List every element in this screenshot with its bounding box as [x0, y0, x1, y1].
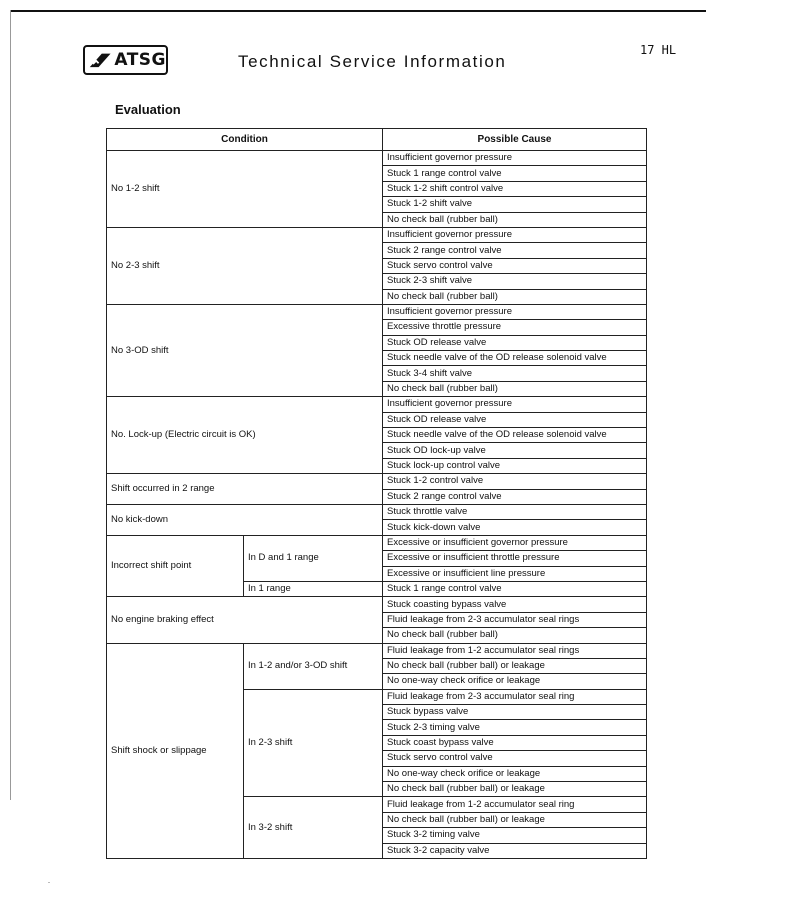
cause-cell: No check ball (rubber ball) [383, 289, 647, 304]
cause-cell: Excessive throttle pressure [383, 320, 647, 335]
condition-cell: No 1-2 shift [107, 151, 383, 228]
cause-cell: Stuck OD lock-up valve [383, 443, 647, 458]
cause-cell: No check ball (rubber ball) [383, 381, 647, 396]
table-row [107, 643, 647, 658]
page-number: 17 HL [640, 43, 677, 57]
table-row [107, 504, 647, 519]
sub-condition-cell: In 2-3 shift [244, 689, 383, 797]
table-row [107, 304, 647, 319]
left-rule [10, 10, 11, 800]
table-row [107, 535, 647, 550]
page-title: Technical Service Information [238, 52, 507, 71]
cause-cell: Fluid leakage from 1-2 accumulator seal ring [383, 797, 647, 812]
cause-cell: No check ball (rubber ball) [383, 212, 647, 227]
condition-cell: No kick-down [107, 504, 383, 535]
checkmark-icon [89, 50, 111, 70]
condition-cell: Shift occurred in 2 range [107, 474, 383, 505]
cause-cell: Stuck OD release valve [383, 335, 647, 350]
cause-cell: Fluid leakage from 2-3 accumulator seal ring [383, 689, 647, 704]
cause-cell: Stuck lock-up control valve [383, 458, 647, 473]
condition-header: Condition [107, 129, 383, 151]
condition-cell: No 3-OD shift [107, 304, 383, 396]
sub-condition-cell: In 3-2 shift [244, 797, 383, 859]
cause-cell: Stuck throttle valve [383, 504, 647, 519]
cause-cell: Fluid leakage from 1-2 accumulator seal rings [383, 643, 647, 658]
table-row [107, 151, 647, 166]
condition-cell: Incorrect shift point [107, 535, 244, 597]
scan-speck [48, 882, 50, 883]
cause-cell: Stuck coasting bypass valve [383, 597, 647, 612]
cause-cell: No one-way check orifice or leakage [383, 766, 647, 781]
cause-cell: Stuck 2 range control valve [383, 243, 647, 258]
cause-cell: No check ball (rubber ball) or leakage [383, 782, 647, 797]
sub-condition-cell: In D and 1 range [244, 535, 383, 581]
cause-cell: Insufficient governor pressure [383, 397, 647, 412]
cause-cell: Stuck 1 range control valve [383, 581, 647, 596]
condition-cell: No engine braking effect [107, 597, 383, 643]
cause-cell: No check ball (rubber ball) [383, 628, 647, 643]
sub-condition-cell: In 1 range [244, 581, 383, 596]
cause-cell: No one-way check orifice or leakage [383, 674, 647, 689]
cause-cell: Stuck 2-3 timing valve [383, 720, 647, 735]
cause-cell: Stuck 3-2 capacity valve [383, 843, 647, 858]
condition-cell: Shift shock or slippage [107, 643, 244, 858]
cause-cell: Stuck 3-2 timing valve [383, 828, 647, 843]
cause-cell: Stuck needle valve of the OD release solenoid valve [383, 351, 647, 366]
cause-cell: Stuck kick-down valve [383, 520, 647, 535]
cause-cell: No check ball (rubber ball) or leakage [383, 812, 647, 827]
cause-cell: No check ball (rubber ball) or leakage [383, 658, 647, 673]
cause-cell: Insufficient governor pressure [383, 304, 647, 319]
cause-cell: Stuck 1-2 shift control valve [383, 181, 647, 196]
cause-cell: Insufficient governor pressure [383, 151, 647, 166]
cause-cell: Insufficient governor pressure [383, 227, 647, 242]
possible-cause-header: Possible Cause [383, 129, 647, 151]
cause-cell: Stuck 1-2 control valve [383, 474, 647, 489]
top-rule [10, 10, 706, 12]
cause-cell: Stuck 1-2 shift valve [383, 197, 647, 212]
table-row [107, 597, 647, 612]
cause-cell: Stuck needle valve of the OD release solenoid valve [383, 428, 647, 443]
table-header-row [107, 129, 647, 151]
table-body [107, 151, 647, 859]
cause-cell: Excessive or insufficient throttle pressure [383, 551, 647, 566]
condition-cell: No 2-3 shift [107, 227, 383, 304]
cause-cell: Stuck OD release valve [383, 412, 647, 427]
cause-cell: Stuck 3-4 shift valve [383, 366, 647, 381]
section-title: Evaluation [115, 102, 181, 117]
evaluation-table [106, 128, 647, 859]
cause-cell: Stuck 2-3 shift valve [383, 274, 647, 289]
cause-cell: Stuck bypass valve [383, 705, 647, 720]
sub-condition-cell: In 1-2 and/or 3-OD shift [244, 643, 383, 689]
table-row [107, 474, 647, 489]
table-row [107, 227, 647, 242]
cause-cell: Fluid leakage from 2-3 accumulator seal rings [383, 612, 647, 627]
cause-cell: Stuck coast bypass valve [383, 735, 647, 750]
cause-cell: Stuck 2 range control valve [383, 489, 647, 504]
cause-cell: Stuck servo control valve [383, 751, 647, 766]
cause-cell: Stuck 1 range control valve [383, 166, 647, 181]
logo-text: ATSG [114, 50, 166, 70]
condition-cell: No. Lock-up (Electric circuit is OK) [107, 397, 383, 474]
cause-cell: Excessive or insufficient governor pressure [383, 535, 647, 550]
cause-cell: Excessive or insufficient line pressure [383, 566, 647, 581]
cause-cell: Stuck servo control valve [383, 258, 647, 273]
table-row [107, 397, 647, 412]
atsg-logo [83, 45, 168, 75]
